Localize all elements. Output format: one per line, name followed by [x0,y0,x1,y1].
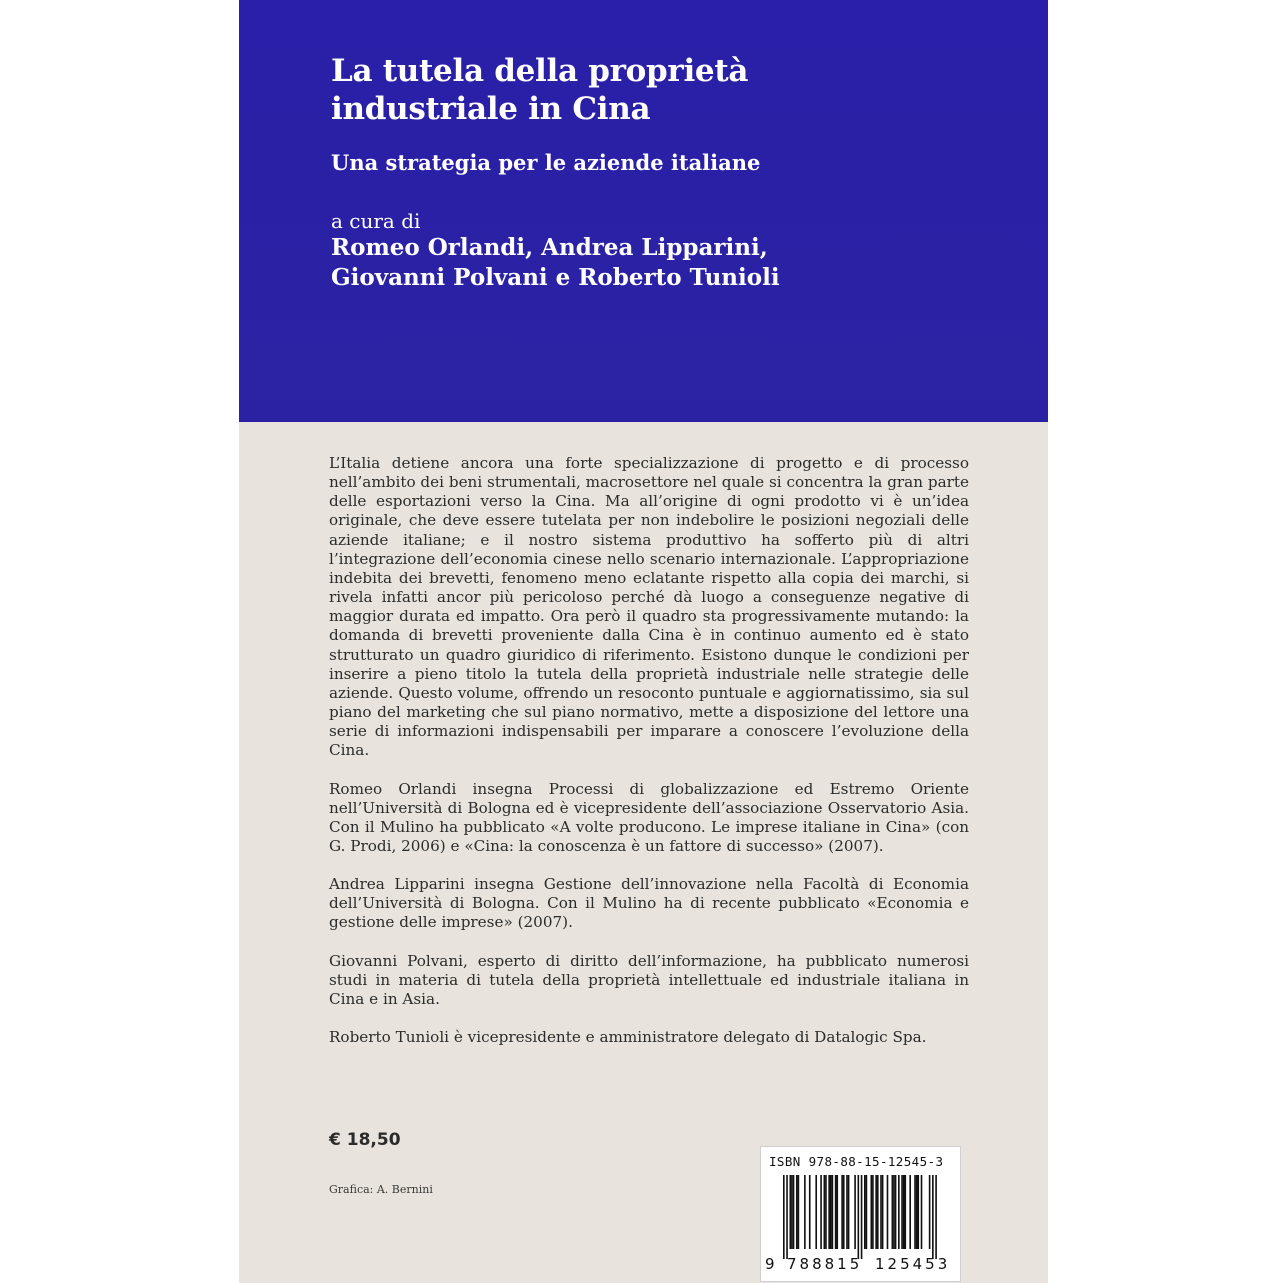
barcode-bar [921,1175,923,1249]
barcode-bar [880,1175,882,1249]
barcode-bar [905,1175,907,1249]
barcode-bar [789,1175,791,1249]
book-subtitle: Una strategia per le aziende italiane [331,150,761,175]
barcode-guard-bar [861,1175,863,1259]
barcode-bar [836,1175,838,1249]
barcode-bar [854,1175,856,1249]
barcode-digits-right: 125453 [875,1255,951,1273]
barcode-bar [929,1175,931,1249]
back-cover-text [329,454,969,1066]
barcode-bar [841,1175,843,1249]
editors-line-2: Giovanni Polvani e Roberto Tunioli [331,264,780,291]
barcode-guard-bar [932,1175,934,1259]
book-blurb: L’Italia detiene ancora una forte specializzazione di progetto e di processo nell’ambito dei beni strumentali, macrosettore nel quale si concentra la gran parte delle esportazioni verso la Cina. Ma all’origine di ogni prodotto vi è un’idea originale, che deve essere tutelata per non indebolire le posizioni negoziali delle aziende italiane; e il nostro sistema produttivo ha sofferto più di altri l’integrazione dell’economia cinese nello scenario internazionale. L’appropriazione indebita dei brevetti, fenomeno meno eclatante rispetto alla copia dei marchi, si rivela infatti ancor più pericoloso perché dà luogo a conseguenze negative di maggior durata ed impatto. Ora però il quadro sta progressivamente mutando: la domanda di brevetti proveniente dalla Cina è in continuo aumento ed è stato strutturato un quadro giuridico di riferimento. Esistono dunque le condizioni per inserire a pieno titolo la tutela della proprietà industriale nelle strategie delle aziende. Questo volume, offrendo un resoconto puntuale e aggiornatissimo, sia sul piano del marketing che sul piano normativo, mette a disposizione del lettore una serie di informazioni indispensabili per imparare a conoscere l’evoluzione della Cina. [329,454,969,760]
barcode-bar [824,1175,826,1249]
barcode-bar [798,1175,800,1249]
barcode-bar [843,1175,845,1249]
book-title-line-2: industriale in Cina [331,91,651,127]
bio-romeo-orlandi: Romeo Orlandi insegna Processi di globalizzazione ed Estremo Oriente nell’Università di Bologna ed è vicepresidente dell’associazione Osservatorio Asia. Con il Mulino ha pubblicato «A volte producono. Le imprese italiane in Cina» (con G. Prodi, 2006) e «Cina: la conoscenza è un fattore di successo» (2007). [329,779,969,855]
book-back-cover [239,0,1048,1283]
barcode-bars [767,1175,954,1259]
isbn-number: ISBN 978-88-15-12545-3 [769,1154,944,1169]
barcode-bar [901,1175,903,1249]
barcode-guard-bar [858,1175,860,1259]
barcode-bar [898,1175,900,1249]
barcode-bar [815,1175,817,1249]
barcode-bar [914,1175,916,1249]
barcode-bar [866,1175,868,1249]
barcode-bar [832,1175,834,1249]
barcode-bar [892,1175,894,1249]
barcode-digit-first: 9 [765,1255,775,1273]
book-title-line-1: La tutela della proprietà [331,53,749,89]
editors-list [331,233,780,293]
bio-roberto-tunioli: Roberto Tunioli è vicepresidente e amministratore delegato di Datalogic Spa. [329,1028,927,1047]
curated-by-label: a cura di [331,209,421,233]
cover-title-band [239,0,1048,422]
barcode-bar [909,1175,911,1249]
barcode-bar [820,1175,822,1249]
barcode-bar [793,1175,795,1249]
barcode-guard-bar [783,1175,785,1259]
barcode-bar [828,1175,830,1249]
barcode-bar [796,1175,798,1249]
bio-andrea-lipparini: Andrea Lipparini insegna Gestione dell’innovazione nella Facoltà di Economia dell’Università di Bologna. Con il Mulino ha di recente pubblicato «Economia e gestione delle imprese» (2007). [329,875,969,932]
barcode-bar [870,1175,872,1249]
bio-giovanni-polvani: Giovanni Polvani, esperto di diritto dell’informazione, ha pubblicato numerosi studi in materia di tutela della proprietà intellettuale ed industriale italiana in Cina e in Asia. [329,951,969,1008]
barcode-bar [887,1175,889,1249]
barcode-bar [809,1175,811,1249]
barcode-bar [804,1175,806,1249]
barcode-bar [830,1175,832,1249]
barcode-bar [875,1175,877,1249]
barcode-bar [864,1175,866,1249]
barcode-bar [848,1175,850,1249]
barcode-bar [903,1175,905,1249]
book-title [331,52,748,128]
editors-line-1: Romeo Orlandi, Andrea Lipparini, [331,234,768,261]
price-label: € 18,50 [329,1130,401,1150]
barcode-bar [872,1175,874,1249]
barcode-bar [882,1175,884,1249]
barcode-bar [835,1175,837,1249]
isbn-barcode [760,1146,961,1282]
barcode-bar [791,1175,793,1249]
barcode-bar [917,1175,919,1249]
barcode-bar [825,1175,827,1249]
barcode-bar [916,1175,918,1249]
barcode-bar [877,1175,879,1249]
barcode-guard-bar [935,1175,937,1259]
graphic-design-credit: Grafica: A. Bernini [329,1183,433,1196]
barcode-digits-left: 788815 [787,1255,863,1273]
barcode-bar [895,1175,897,1249]
barcode-bar [846,1175,848,1249]
barcode-guard-bar [786,1175,788,1259]
barcode-bar [893,1175,895,1249]
